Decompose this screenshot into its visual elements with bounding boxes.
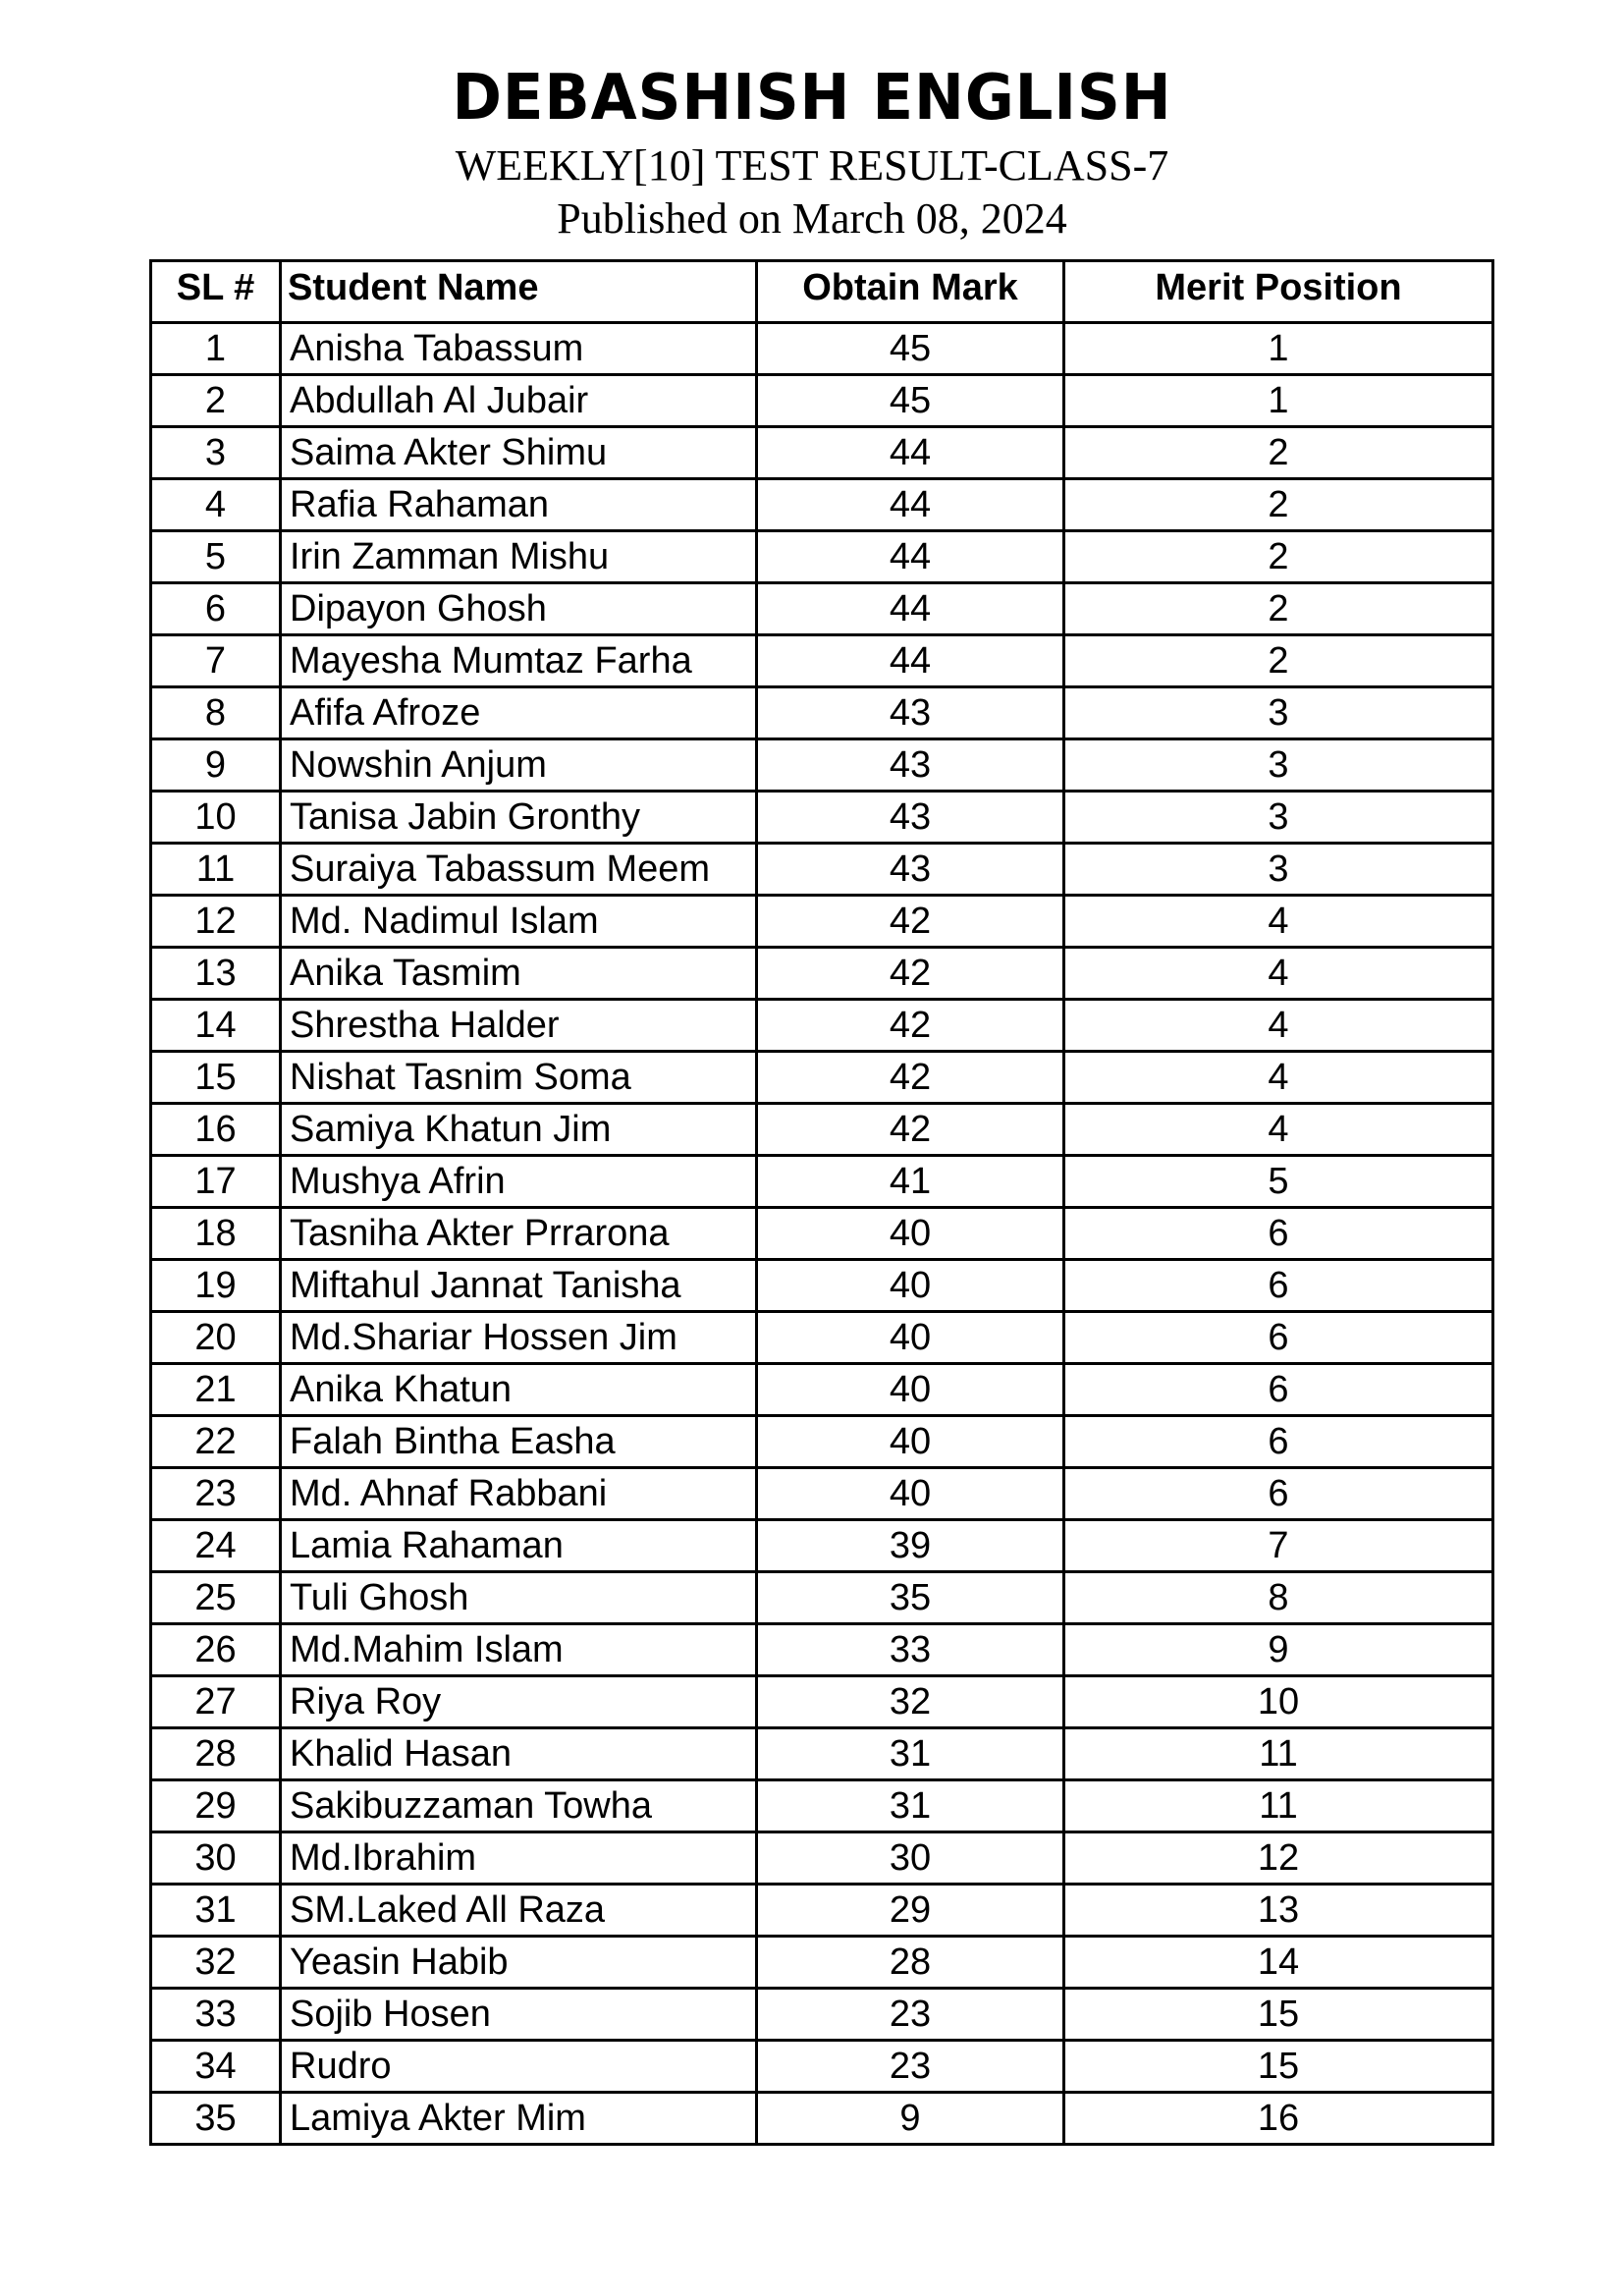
cell-sl: 30: [151, 1832, 281, 1885]
cell-merit-position: 2: [1064, 531, 1493, 583]
table-row: [151, 1000, 1493, 1052]
table-row: [151, 2093, 1493, 2145]
page-subtitle: WEEKLY[10] TEST RESULT-CLASS-7: [455, 141, 1169, 190]
cell-student-name: Md.Shariar Hossen Jim: [281, 1312, 757, 1364]
cell-obtain-mark: 40: [757, 1468, 1064, 1520]
document-header: [0, 57, 1624, 246]
column-header-sl: SL #: [151, 261, 281, 323]
cell-obtain-mark: 44: [757, 427, 1064, 479]
cell-student-name: Samiya Khatun Jim: [281, 1104, 757, 1156]
cell-obtain-mark: 42: [757, 1052, 1064, 1104]
cell-student-name: Nowshin Anjum: [281, 739, 757, 792]
cell-student-name: Lamia Rahaman: [281, 1520, 757, 1572]
cell-sl: 21: [151, 1364, 281, 1416]
table-row: [151, 1832, 1493, 1885]
table-row: [151, 1780, 1493, 1832]
cell-sl: 11: [151, 844, 281, 896]
table-header: [151, 261, 1493, 323]
cell-student-name: Riya Roy: [281, 1676, 757, 1728]
cell-merit-position: 2: [1064, 427, 1493, 479]
cell-merit-position: 6: [1064, 1260, 1493, 1312]
cell-merit-position: 6: [1064, 1416, 1493, 1468]
table-row: [151, 1676, 1493, 1728]
cell-sl: 19: [151, 1260, 281, 1312]
cell-sl: 16: [151, 1104, 281, 1156]
cell-obtain-mark: 28: [757, 1937, 1064, 1989]
cell-sl: 31: [151, 1885, 281, 1937]
cell-sl: 26: [151, 1624, 281, 1676]
table-row: [151, 1364, 1493, 1416]
cell-merit-position: 6: [1064, 1312, 1493, 1364]
cell-student-name: Anika Tasmim: [281, 948, 757, 1000]
cell-obtain-mark: 42: [757, 948, 1064, 1000]
cell-merit-position: 15: [1064, 1989, 1493, 2041]
cell-sl: 2: [151, 375, 281, 427]
cell-student-name: Rudro: [281, 2041, 757, 2093]
table-row: [151, 1312, 1493, 1364]
column-header-merit-position: Merit Position: [1064, 261, 1493, 323]
cell-obtain-mark: 23: [757, 2041, 1064, 2093]
cell-student-name: Miftahul Jannat Tanisha: [281, 1260, 757, 1312]
cell-obtain-mark: 42: [757, 1000, 1064, 1052]
cell-student-name: Md. Ahnaf Rabbani: [281, 1468, 757, 1520]
cell-student-name: Md. Nadimul Islam: [281, 896, 757, 948]
table-row: [151, 1885, 1493, 1937]
cell-merit-position: 10: [1064, 1676, 1493, 1728]
cell-sl: 24: [151, 1520, 281, 1572]
cell-merit-position: 9: [1064, 1624, 1493, 1676]
header-row: [151, 261, 1493, 323]
cell-student-name: Yeasin Habib: [281, 1937, 757, 1989]
cell-merit-position: 6: [1064, 1208, 1493, 1260]
cell-merit-position: 2: [1064, 479, 1493, 531]
cell-student-name: Abdullah Al Jubair: [281, 375, 757, 427]
table-row: [151, 1208, 1493, 1260]
cell-sl: 14: [151, 1000, 281, 1052]
cell-sl: 17: [151, 1156, 281, 1208]
cell-student-name: Shrestha Halder: [281, 1000, 757, 1052]
cell-sl: 12: [151, 896, 281, 948]
table-row: [151, 1416, 1493, 1468]
cell-sl: 27: [151, 1676, 281, 1728]
cell-student-name: Mushya Afrin: [281, 1156, 757, 1208]
cell-sl: 34: [151, 2041, 281, 2093]
column-header-obtain-mark: Obtain Mark: [757, 261, 1064, 323]
cell-obtain-mark: 44: [757, 635, 1064, 687]
table-row: [151, 739, 1493, 792]
table-row: [151, 844, 1493, 896]
cell-obtain-mark: 40: [757, 1312, 1064, 1364]
cell-merit-position: 15: [1064, 2041, 1493, 2093]
table-row: [151, 1260, 1493, 1312]
cell-merit-position: 13: [1064, 1885, 1493, 1937]
cell-sl: 10: [151, 792, 281, 844]
cell-sl: 23: [151, 1468, 281, 1520]
cell-sl: 3: [151, 427, 281, 479]
cell-obtain-mark: 45: [757, 323, 1064, 375]
cell-merit-position: 4: [1064, 1052, 1493, 1104]
table-row: [151, 427, 1493, 479]
table-row: [151, 1468, 1493, 1520]
table-row: [151, 583, 1493, 635]
cell-student-name: Falah Bintha Easha: [281, 1416, 757, 1468]
cell-sl: 13: [151, 948, 281, 1000]
table-row: [151, 1624, 1493, 1676]
table-row: [151, 1520, 1493, 1572]
cell-obtain-mark: 9: [757, 2093, 1064, 2145]
cell-obtain-mark: 45: [757, 375, 1064, 427]
table-row: [151, 323, 1493, 375]
cell-merit-position: 2: [1064, 583, 1493, 635]
cell-student-name: SM.Laked All Raza: [281, 1885, 757, 1937]
table-row: [151, 479, 1493, 531]
cell-merit-position: 12: [1064, 1832, 1493, 1885]
cell-sl: 32: [151, 1937, 281, 1989]
cell-obtain-mark: 41: [757, 1156, 1064, 1208]
cell-sl: 20: [151, 1312, 281, 1364]
cell-merit-position: 3: [1064, 792, 1493, 844]
cell-obtain-mark: 31: [757, 1728, 1064, 1780]
cell-merit-position: 4: [1064, 1104, 1493, 1156]
cell-student-name: Tuli Ghosh: [281, 1572, 757, 1624]
cell-sl: 28: [151, 1728, 281, 1780]
cell-obtain-mark: 39: [757, 1520, 1064, 1572]
cell-merit-position: 7: [1064, 1520, 1493, 1572]
cell-sl: 29: [151, 1780, 281, 1832]
cell-obtain-mark: 42: [757, 1104, 1064, 1156]
cell-merit-position: 4: [1064, 948, 1493, 1000]
cell-student-name: Tanisa Jabin Gronthy: [281, 792, 757, 844]
table-row: [151, 2041, 1493, 2093]
cell-student-name: Afifa Afroze: [281, 687, 757, 739]
cell-sl: 22: [151, 1416, 281, 1468]
table-row: [151, 1052, 1493, 1104]
page-title: DEBASHISH ENGLISH: [452, 62, 1172, 135]
cell-obtain-mark: 40: [757, 1364, 1064, 1416]
cell-obtain-mark: 29: [757, 1885, 1064, 1937]
cell-student-name: Anika Khatun: [281, 1364, 757, 1416]
cell-student-name: Mayesha Mumtaz Farha: [281, 635, 757, 687]
cell-obtain-mark: 32: [757, 1676, 1064, 1728]
cell-merit-position: 6: [1064, 1468, 1493, 1520]
cell-student-name: Tasniha Akter Prrarona: [281, 1208, 757, 1260]
cell-obtain-mark: 42: [757, 896, 1064, 948]
cell-student-name: Irin Zamman Mishu: [281, 531, 757, 583]
cell-merit-position: 11: [1064, 1728, 1493, 1780]
cell-merit-position: 5: [1064, 1156, 1493, 1208]
published-date: Published on March 08, 2024: [557, 194, 1067, 243]
cell-sl: 4: [151, 479, 281, 531]
cell-obtain-mark: 31: [757, 1780, 1064, 1832]
cell-obtain-mark: 33: [757, 1624, 1064, 1676]
table-row: [151, 1156, 1493, 1208]
cell-student-name: Md.Mahim Islam: [281, 1624, 757, 1676]
cell-sl: 9: [151, 739, 281, 792]
cell-obtain-mark: 43: [757, 687, 1064, 739]
cell-obtain-mark: 44: [757, 479, 1064, 531]
cell-sl: 25: [151, 1572, 281, 1624]
cell-obtain-mark: 40: [757, 1416, 1064, 1468]
cell-merit-position: 4: [1064, 1000, 1493, 1052]
cell-obtain-mark: 44: [757, 583, 1064, 635]
cell-merit-position: 1: [1064, 375, 1493, 427]
cell-obtain-mark: 40: [757, 1208, 1064, 1260]
cell-obtain-mark: 30: [757, 1832, 1064, 1885]
cell-student-name: Rafia Rahaman: [281, 479, 757, 531]
table-row: [151, 1989, 1493, 2041]
table-row: [151, 635, 1493, 687]
cell-sl: 35: [151, 2093, 281, 2145]
cell-merit-position: 4: [1064, 896, 1493, 948]
cell-student-name: Lamiya Akter Mim: [281, 2093, 757, 2145]
cell-sl: 18: [151, 1208, 281, 1260]
cell-sl: 1: [151, 323, 281, 375]
cell-obtain-mark: 40: [757, 1260, 1064, 1312]
cell-merit-position: 3: [1064, 844, 1493, 896]
cell-student-name: Suraiya Tabassum Meem: [281, 844, 757, 896]
cell-obtain-mark: 44: [757, 531, 1064, 583]
table-body: [151, 323, 1493, 2145]
cell-merit-position: 3: [1064, 739, 1493, 792]
cell-merit-position: 16: [1064, 2093, 1493, 2145]
table-row: [151, 792, 1493, 844]
cell-obtain-mark: 43: [757, 844, 1064, 896]
cell-student-name: Anisha Tabassum: [281, 323, 757, 375]
cell-merit-position: 1: [1064, 323, 1493, 375]
table-row: [151, 1104, 1493, 1156]
cell-student-name: Md.Ibrahim: [281, 1832, 757, 1885]
cell-merit-position: 11: [1064, 1780, 1493, 1832]
cell-obtain-mark: 43: [757, 792, 1064, 844]
cell-sl: 6: [151, 583, 281, 635]
cell-merit-position: 14: [1064, 1937, 1493, 1989]
table-row: [151, 1728, 1493, 1780]
table-row: [151, 1572, 1493, 1624]
cell-student-name: Saima Akter Shimu: [281, 427, 757, 479]
cell-sl: 33: [151, 1989, 281, 2041]
cell-obtain-mark: 23: [757, 1989, 1064, 2041]
cell-sl: 5: [151, 531, 281, 583]
cell-student-name: Sojib Hosen: [281, 1989, 757, 2041]
cell-student-name: Sakibuzzaman Towha: [281, 1780, 757, 1832]
cell-merit-position: 2: [1064, 635, 1493, 687]
cell-sl: 8: [151, 687, 281, 739]
table-row: [151, 948, 1493, 1000]
table-row: [151, 531, 1493, 583]
cell-student-name: Nishat Tasnim Soma: [281, 1052, 757, 1104]
cell-student-name: Khalid Hasan: [281, 1728, 757, 1780]
cell-sl: 15: [151, 1052, 281, 1104]
cell-sl: 7: [151, 635, 281, 687]
table-row: [151, 375, 1493, 427]
cell-merit-position: 6: [1064, 1364, 1493, 1416]
cell-obtain-mark: 43: [757, 739, 1064, 792]
cell-merit-position: 8: [1064, 1572, 1493, 1624]
table-row: [151, 896, 1493, 948]
cell-obtain-mark: 35: [757, 1572, 1064, 1624]
cell-student-name: Dipayon Ghosh: [281, 583, 757, 635]
column-header-student-name: Student Name: [281, 261, 757, 323]
results-table: [149, 259, 1494, 2146]
cell-merit-position: 3: [1064, 687, 1493, 739]
table-row: [151, 1937, 1493, 1989]
table-row: [151, 687, 1493, 739]
